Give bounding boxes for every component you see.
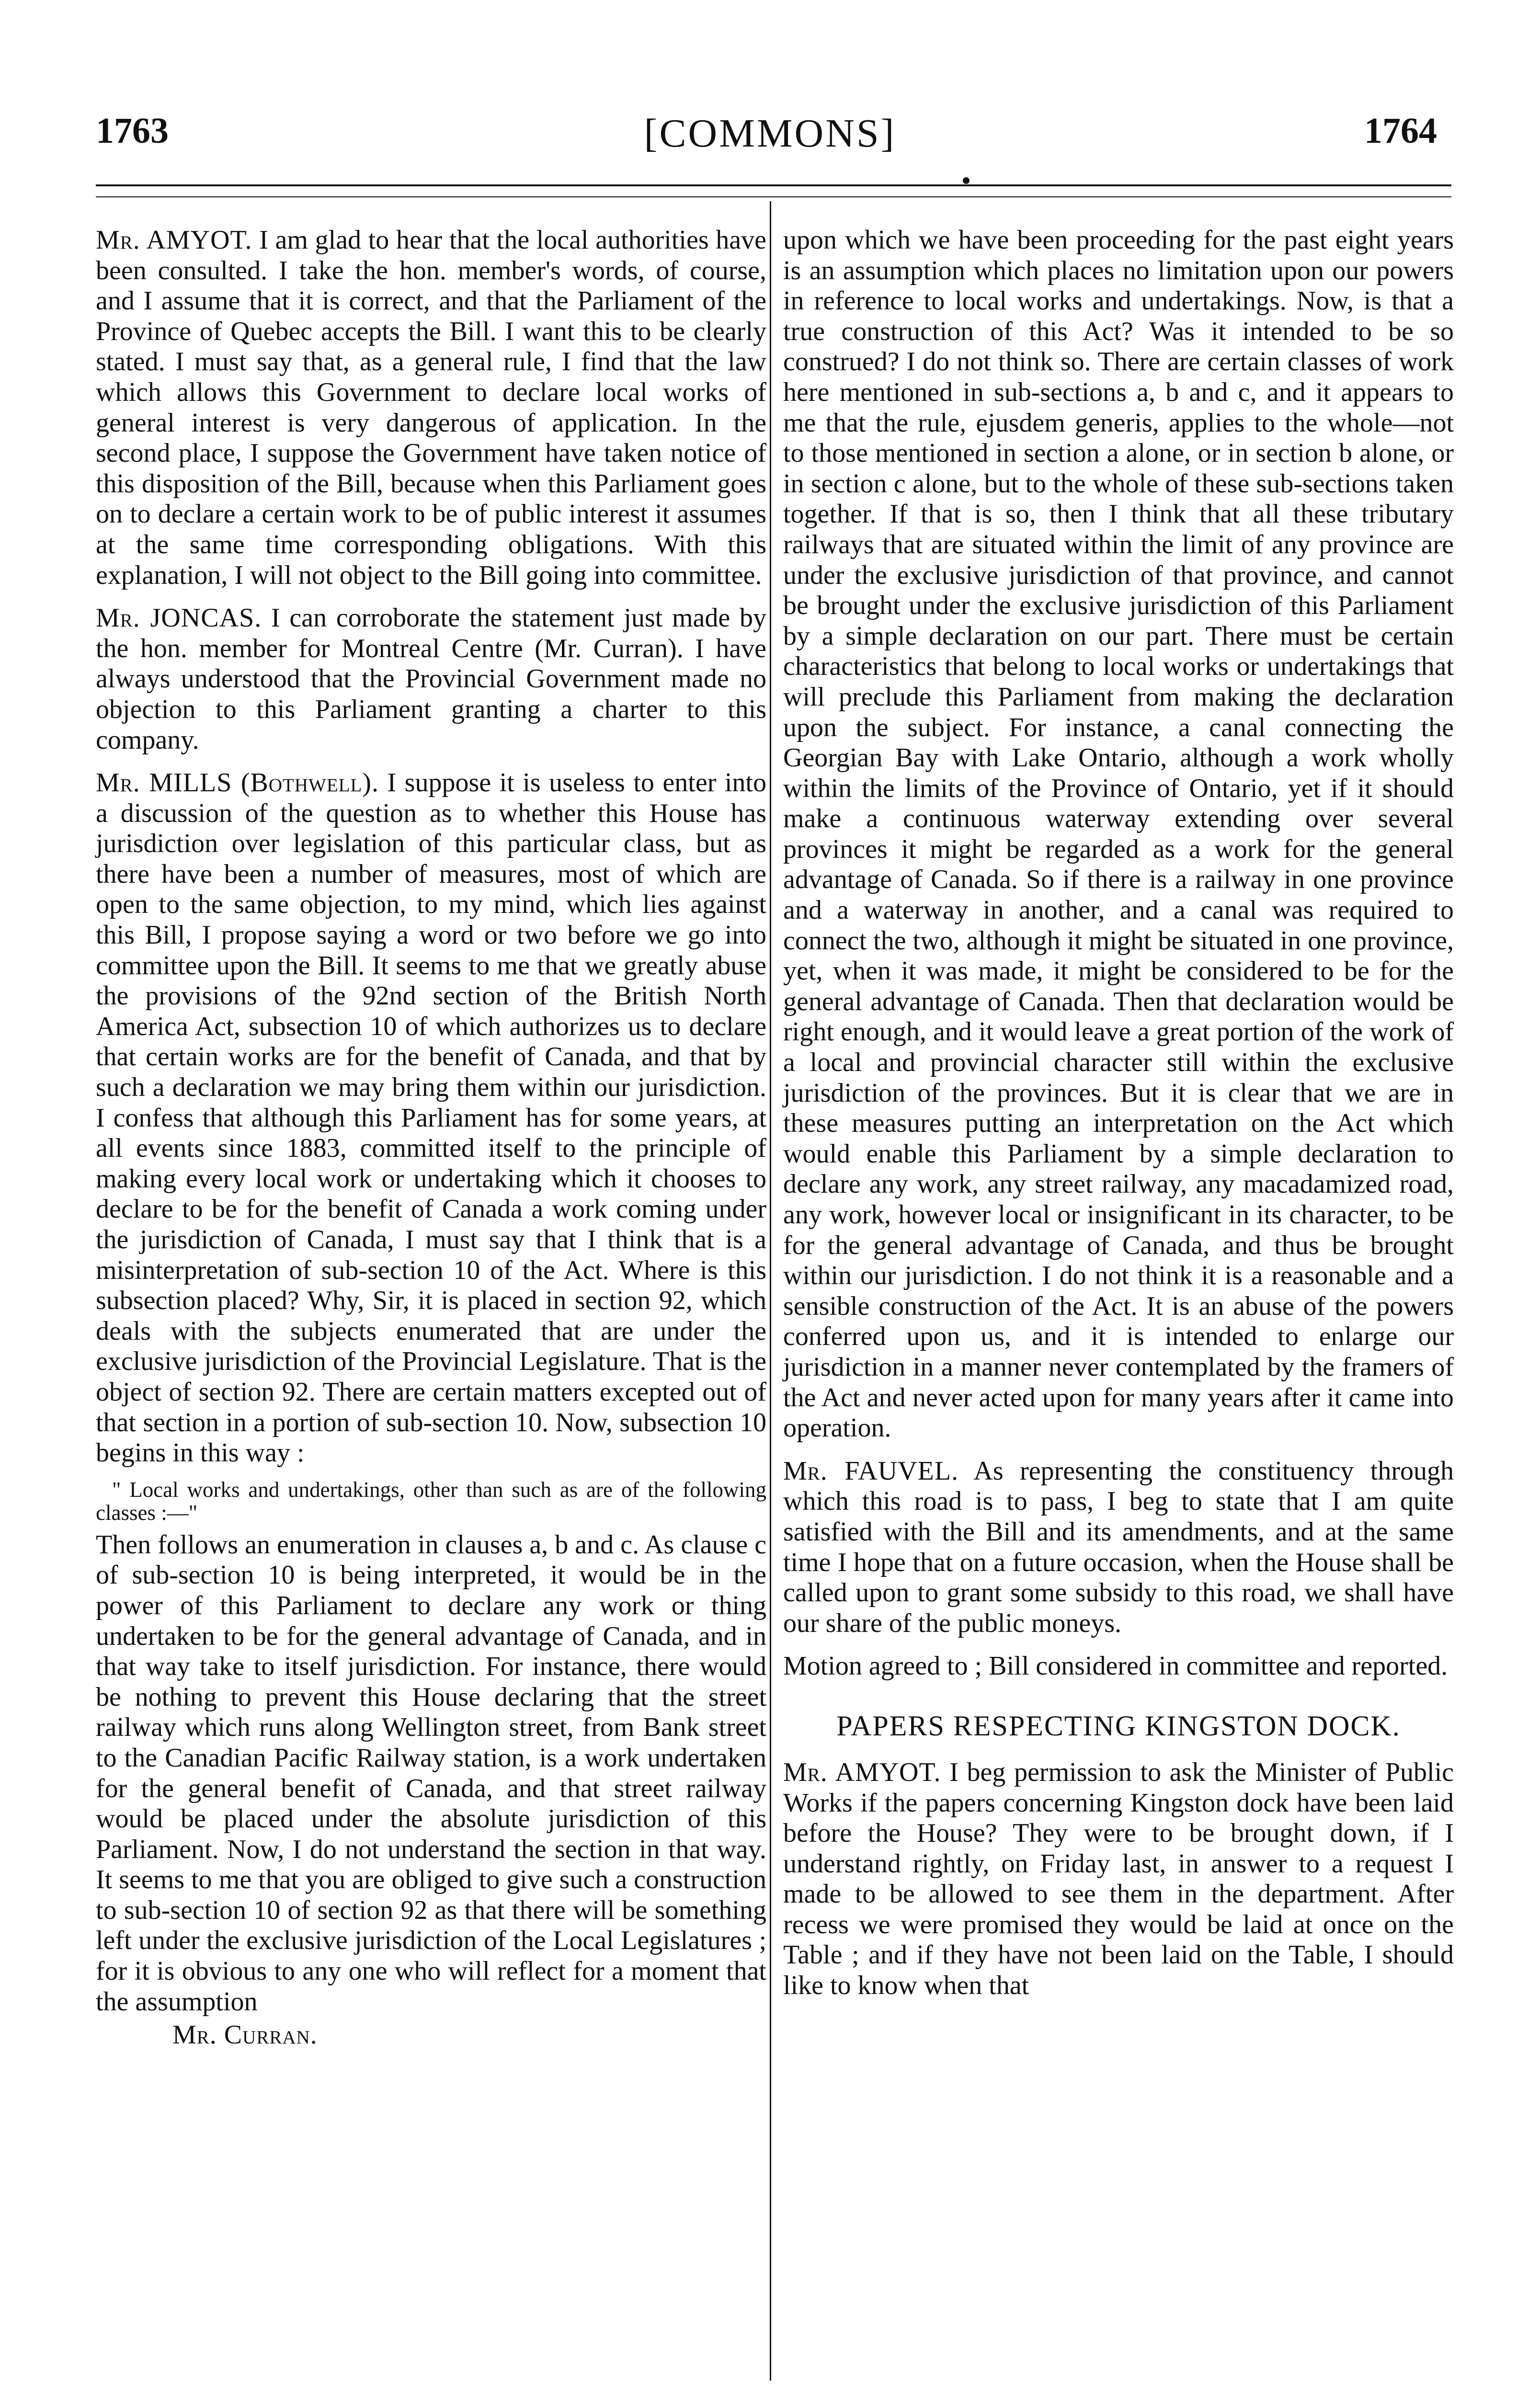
speaker-name: Mr. FAUVEL. <box>783 1456 959 1486</box>
paragraph-text: I suppose it is useless to enter into a discussion of the question as to whether this House has jurisdiction over legislation of this particular class, but as there have been a number of measures, most of which are open to the same objection, to my mind, which lies against this Bill, I propose saying a word or two before we go into committee upon the Bill. It seems to me that we greatly abuse the provisions of the 92nd section of the British North America Act, subsection 10 of which authorizes us to declare that certain works are for the benefit of Canada, and that by such a declaration we may bring them within our jurisdiction. I confess that although this Parliament has for some years, at all events since 1883, committed itself to the principle of making every local work or undertaking which it chooses to declare to be for the benefit of Canada a work coming under the jurisdiction of Canada, I must say that I think that is a misinterpretation of sub-section 10 of the Act. Where is this subsection placed? Why, Sir, it is placed in section 92, which deals with the subjects enumerated that are under the exclusive jurisdiction of the Provincial Legislature. That is the object of section 92. There are certain matters excepted out of that section in a portion of sub-section 10. Now, subsection 10 begins in this way : <box>96 768 766 1468</box>
paragraph-text: I beg permission to ask the Minister of Public Works if the papers concerning Kingston dock have been laid before the House? They were to be brought down, if I understand rightly, on Friday last, in answer to a request I made to be allowed to see them in the department. After recess we were promised they would be laid at once on the Table ; and if they have not been laid on the Table, I should like to know when that <box>783 1757 1454 2001</box>
paragraph-text: As representing the constituency through which this road is to pass, I beg to state that I am quite satisfied with the Bill and its amendments, and at the same time I hope that on a future occasion, when the House shall be called upon to grant some subsidy to this road, we shall have our share of the public moneys. <box>783 1456 1454 1638</box>
quote-text: " Local works and undertakings, other than such as are of the following classes :—" <box>96 1477 766 1525</box>
right-column <box>783 225 1454 2001</box>
speaker-name: Mr. MILLS (Bothwell). <box>96 768 379 798</box>
paragraph-continuation: Then follows an enumeration in clauses a, b and c. As clause c of sub-section 10 is being interpreted, it would be in the power of this Parliament to declare any work or thing undertaken to be for the general advantage of Canada, and in that way take to itself jurisdiction. For instance, there would be nothing to prevent this House declaring that the street railway which runs along Wellington street, from Bank street to the Canadian Pacific Railway station, is a work undertaken for the general benefit of Canada, and that street railway would be placed under the absolute jurisdiction of this Parliament. Now, I do not understand the section in that way. It seems to me that you are obliged to give such a construction to sub-section 10 of section 92 as that there will be something left under the exclusive jurisdiction of the Local Legislatures ; for it is obvious to any one who will reflect for a moment that the assumption <box>96 1529 766 2017</box>
paragraph-joncas <box>96 603 766 755</box>
paragraph-amyot-question <box>783 1757 1454 2001</box>
paragraph-text: I am glad to hear that the local authorities have been consulted. I take the hon. member's words, of course, and I assume that it is correct, and that the Parliament of the Province of Quebec accepts the Bill. I want this to be clearly stated. I must say that, as a general rule, I find that the law which allows this Government to declare local works of general interest is very dangerous of application. In the second place, I suppose the Government have taken notice of this disposition of the Bill, because when this Parliament goes on to declare a certain work to be of public interest it assumes at the same time corresponding obligations. With this explanation, I will not object to the Bill going into committee. <box>96 225 766 590</box>
header-rule-top <box>96 184 1451 186</box>
page-number-left: 1763 <box>96 111 169 151</box>
paragraph-fauvel <box>783 1456 1454 1639</box>
speaker-name: Mr. AMYOT. <box>96 225 252 255</box>
page-number-right: 1764 <box>1364 111 1437 151</box>
running-title: [COMMONS] <box>644 111 896 156</box>
left-column <box>96 225 766 2051</box>
speaker-name: Mr. JONCAS. <box>96 603 262 633</box>
page-header <box>0 110 1540 168</box>
paragraph-text: I can corroborate the statement just made by the hon. member for Montreal Centre (Mr. Curran). I have always understood that the Provincial Government made no objection to this Parliament granting a charter to this company. <box>96 603 767 755</box>
block-quote <box>96 1478 766 1524</box>
header-rule-bottom <box>96 196 1451 197</box>
paragraph-motion: Motion agreed to ; Bill considered in committee and reported. <box>783 1651 1448 1681</box>
paragraph-mills <box>96 768 766 1469</box>
signature-line: Mr. Curran. <box>172 2020 318 2050</box>
speaker-name: Mr. AMYOT. <box>783 1757 941 1787</box>
paragraph-continued: upon which we have been proceeding for the past eight years is an assumption which places no limitation upon our powers in reference to local works and undertakings. Now, is that a true construction of this Act? Was it intended to be so construed? I do not think so. There are certain classes of work here mentioned in sub-sections a, b and c, and it appears to me that the rule, ejusdem generis, applies to the whole—not to those mentioned in section a alone, or in section b alone, or in section c alone, but to the whole of these sub-sections taken together. If that is so, then I think that all these tributary railways that are situated within the limit of any province are under the exclusive jurisdiction of that province, and cannot be brought under the exclusive jurisdiction of this Parliament by a simple declaration on our part. There must be certain characteristics that belong to local works or undertakings that will preclude this Parliament from making the declaration upon the subject. For instance, a canal connecting the Georgian Bay with Lake Ontario, although a work wholly within the limits of the Province of Ontario, yet if it should make a continuous waterway extending over several provinces it might be regarded as a work for the general advantage of Canada. So if there is a railway in one province and a waterway in another, and a canal was required to connect the two, although it might be situated in one province, yet, when it was made, it might be considered to be for the general advantage of Canada. Then that declaration would be right enough, and it would leave a great portion of the work of a local and provincial character still within the exclusive jurisdiction of the provinces. But it is clear that we are in these measures putting an interpretation on the Act which would enable this Parliament by a simple declaration to declare any work, any street railway, any macadamized road, any work, however local or insignificant in its character, to be for the general advantage of Canada, and thus be brought within our jurisdiction. I do not think it is a reasonable and a sensible construction of the Act. It is an abuse of the powers conferred upon us, and it is intended to enlarge our jurisdiction in a manner never contemplated by the framers of the Act and never acted upon for many years after it came into operation. <box>783 225 1454 1443</box>
paragraph-amyot <box>96 225 766 591</box>
column-divider <box>770 201 771 2381</box>
section-heading: PAPERS RESPECTING KINGSTON DOCK. <box>836 1710 1401 1742</box>
ornament-dot <box>963 177 970 184</box>
